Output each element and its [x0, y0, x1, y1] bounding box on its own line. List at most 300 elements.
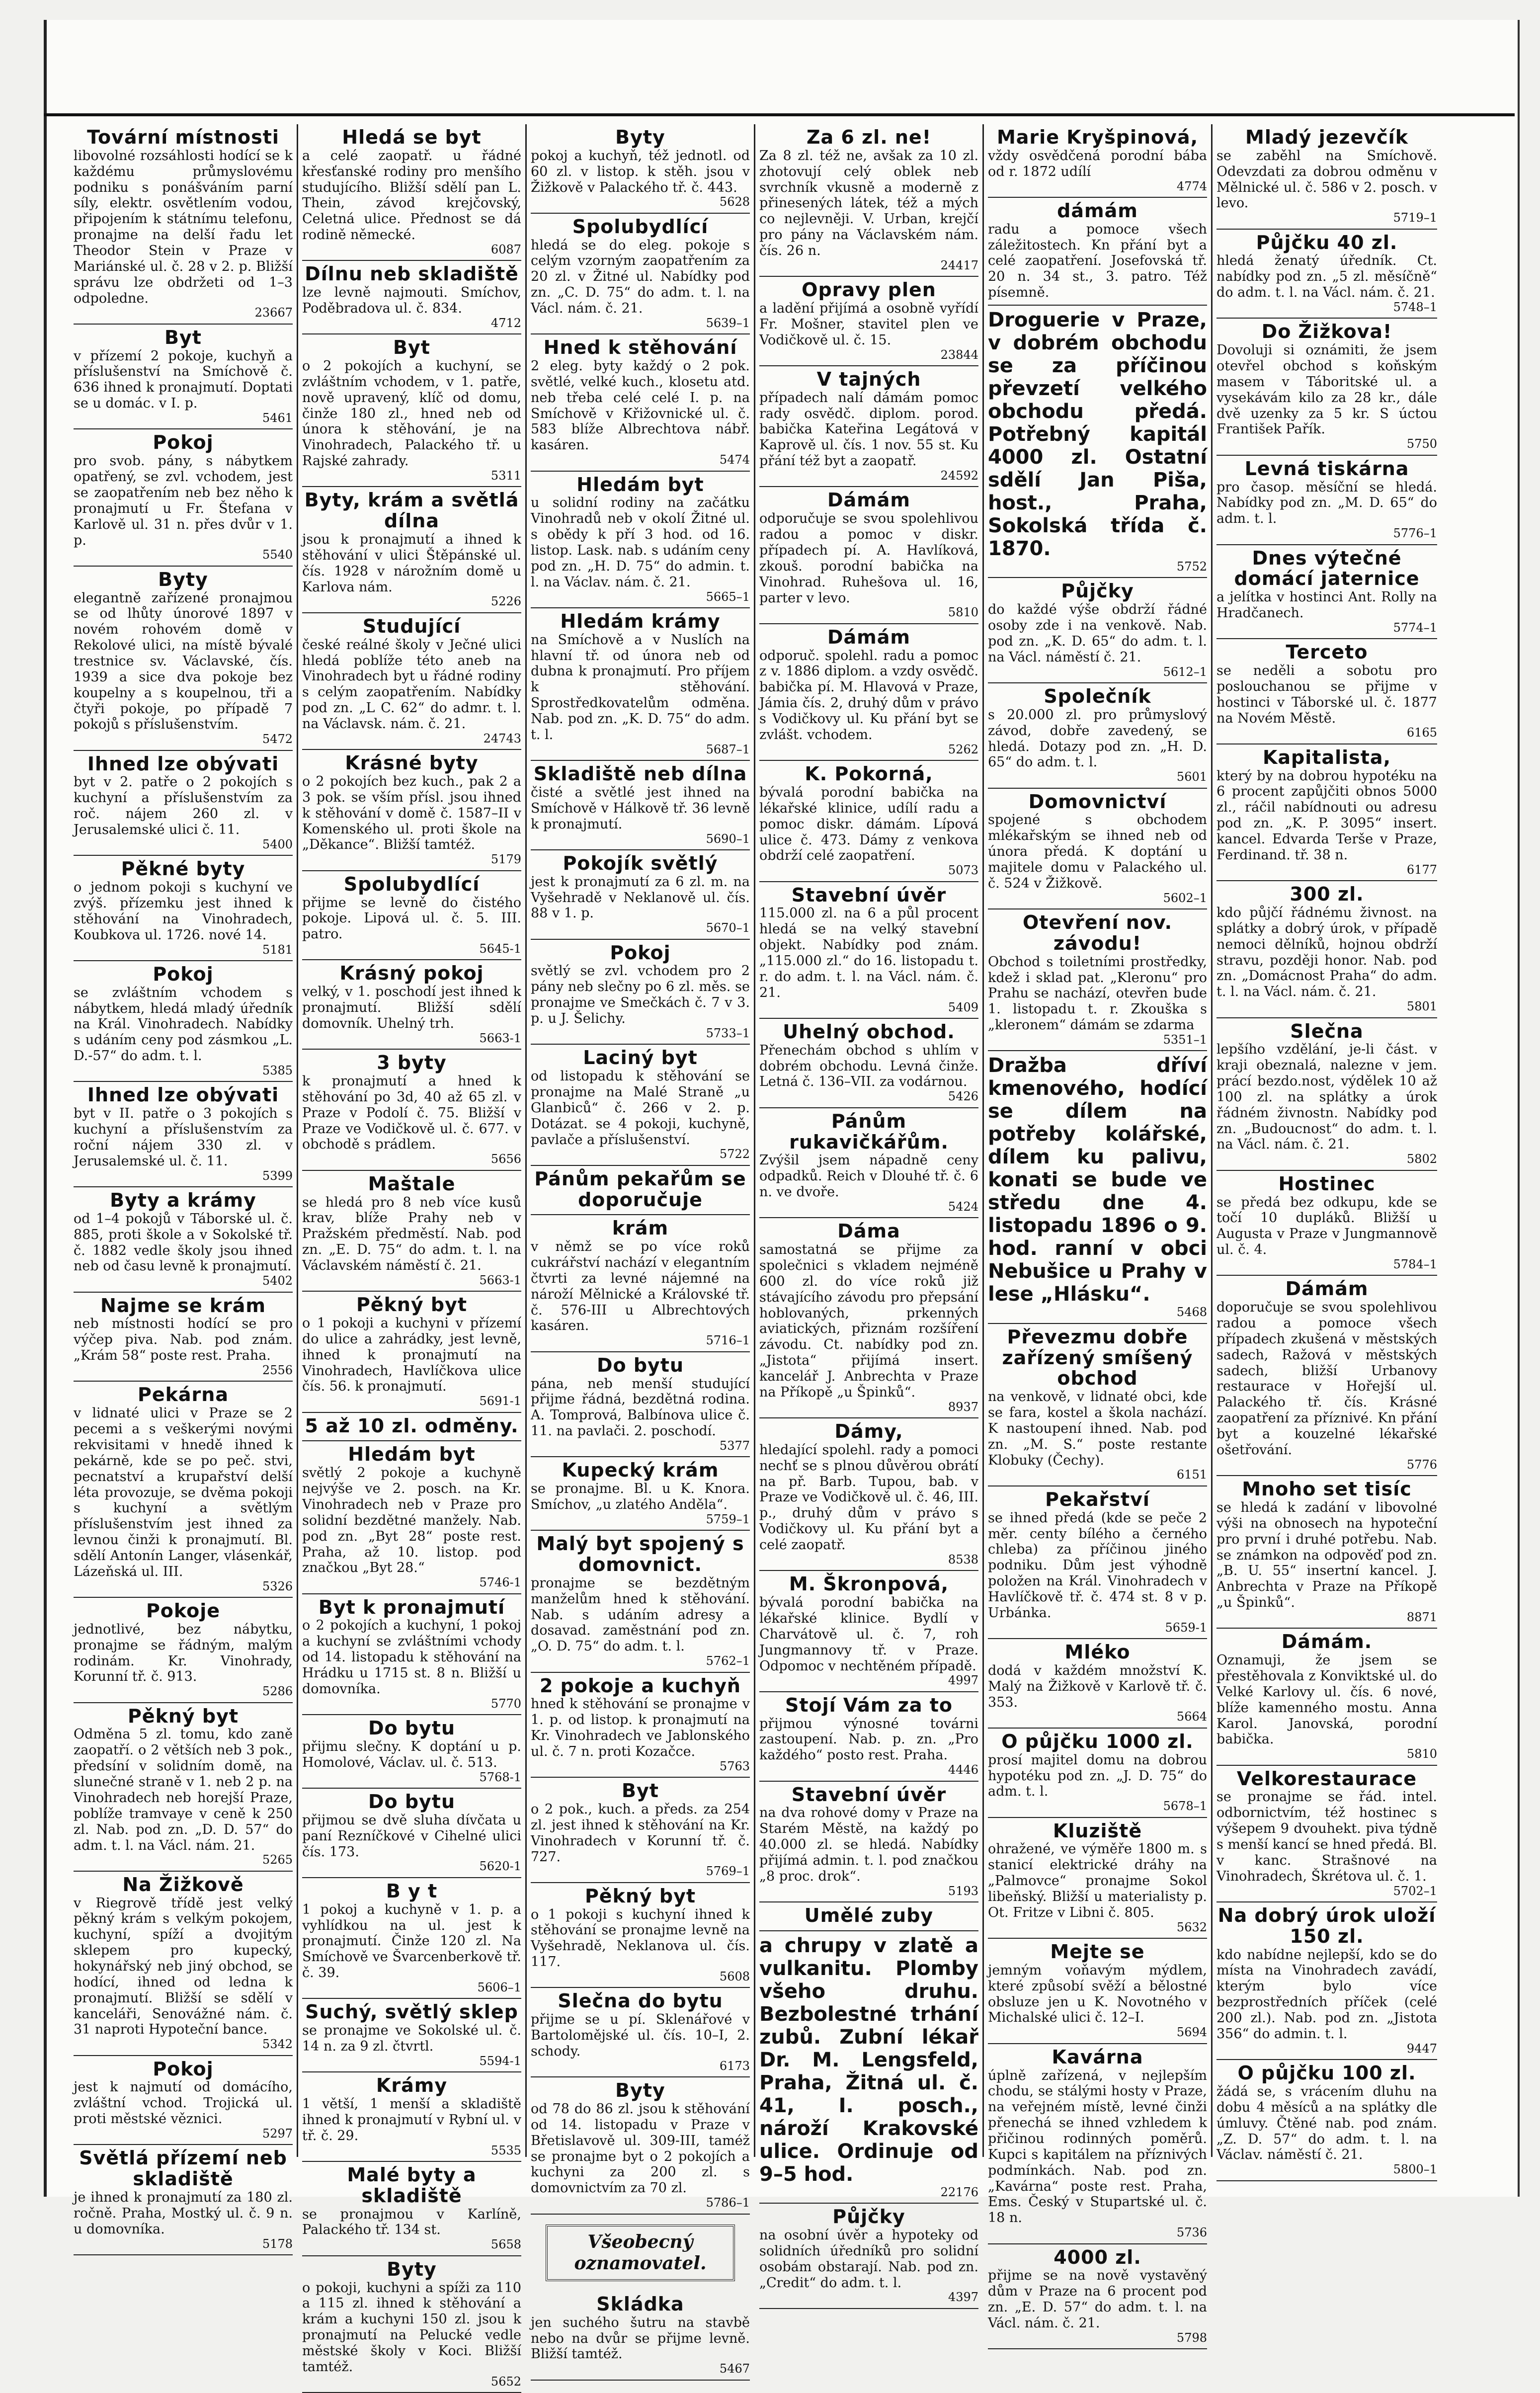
ad-title: Za 6 zl. ne! — [806, 126, 932, 148]
ad-number: 5342 — [262, 2037, 293, 2052]
ad-title: Spolubydlící — [343, 873, 480, 895]
ad-number: 5678–1 — [1163, 1799, 1207, 1814]
ad-number: 5694 — [1176, 2025, 1207, 2040]
classified-ad — [74, 124, 293, 325]
ad-body: přijme se u pí. Sklenářové v Bartolomějské ul. čís. 10–I, 2. schody. — [531, 2012, 750, 2059]
classified-ad — [302, 1292, 521, 1412]
ad-number: 8937 — [948, 1400, 978, 1414]
ad-number: 5670–1 — [706, 921, 750, 935]
ad-body: Přenechám obchod s uhlím v dobrém obchodu. Levná činže. Letná č. 136–VII. za vodárnou. — [759, 1042, 978, 1090]
ad-number: 5620-1 — [479, 1859, 521, 1874]
column-6 — [1213, 124, 1441, 2177]
ad-body: o jednom pokoji s kuchyní ve zvýš. přízemku jest ihned k stěhování na Vinohradech, Koubkova ul. 1726. nové 14. — [74, 880, 293, 943]
ad-body: od listopadu k stěhování se pronajme na Malé Straně „u Glanbiců“ č. 266 v 2. p. Dotázat. se 4 pokoji, kuchyně, pavlače a příslušenství. — [531, 1069, 750, 1148]
classified-ad — [531, 1045, 750, 1165]
ad-title: Kupecký krám — [562, 1459, 719, 1482]
ad-body: hledající spolehl. rady a pomoci nechť se s plnou důvěrou obrátí na př. Barb. Tupou, bab. v Praze ve Vodičkově ul. č. 46, III. p., druhý dům v právo s Vodičkovy ul. Ku přání byt a celé zaopatř. — [759, 1442, 978, 1553]
ad-number: 5179 — [490, 852, 521, 867]
classified-ad — [531, 940, 750, 1045]
ad-number: 5770 — [490, 1696, 521, 1711]
ad-number: 5286 — [262, 1684, 293, 1699]
classified-ad — [302, 750, 521, 871]
classified-ad — [302, 334, 521, 487]
ad-body: libovolné rozsáhlosti hodící se k každému průmyslovému podniku s ponášváním parní síly, elektr. osvětlením vodou, připojením k státnímu telefonu, pronajme na delší řadu let Theodor Stein v Praze v Mariánské ul. č. 28 v 2. p. Bližší správu lze obdržeti od 1–3 odpoledne. — [74, 148, 293, 306]
ad-body: byt v II. patře o 3 pokojích s kuchyní a příslušenstvím za roční nájem 330 zl. v Jerusalemské ul. č. 11. — [74, 1106, 293, 1169]
ad-number: 5768-1 — [479, 1770, 521, 1784]
classified-ad — [302, 261, 521, 334]
ad-number: 5426 — [948, 1089, 978, 1104]
ad-body: jsou k pronajmutí a ihned k stěhování v ulici Štěpánské ul. čís. 1928 v nárožním domě u Karlova nám. — [302, 532, 521, 595]
classified-ad — [759, 1902, 978, 1931]
classified-ad — [988, 198, 1207, 306]
ad-body: jest k najmutí od domácího, zvláštní vchod. Trojická ul. proti městské věznici. — [74, 2079, 293, 2127]
ad-body: 115.000 zl. na 6 a půl procent hledá se na velký stavební objekt. Nabídky pod znám. „115.000 zl.“ do 16. listopadu t. r. do adm. t. l. na Václ. nám. č. 21. — [759, 906, 978, 1000]
ad-number: 6177 — [1406, 862, 1437, 877]
ad-body: české reálné školy v Ječné ulici hledá poblíže této aneb na Vinohradech byt u řádné rodiny s celým zaopatřením. Nabídky pod zn. „L C. 62“ do admr. t. l. na Václavsk. nám. č. 21. — [302, 637, 521, 732]
ad-body: na venkově, v lidnaté obci, kde se fara, kostel a škola nachází. K nastoupení ihned. Nab. pod zn. „M. S.“ poste restante Klobuky (Čechy). — [988, 1389, 1207, 1468]
classified-ad — [74, 2145, 293, 2255]
ad-number: 4397 — [948, 2290, 978, 2305]
ad-number: 5377 — [719, 1438, 750, 1453]
ad-number: 5733–1 — [706, 1026, 750, 1040]
ad-title: Společník — [1044, 685, 1151, 708]
ad-body: čisté a světlé jest ihned na Smíchově v Hálkově tř. 36 levně k pronajmutí. — [531, 784, 750, 832]
ad-body: se pronajme. Bl. u K. Knora. Smíchov, „u zlatého Anděla“. — [531, 1481, 750, 1512]
ad-title: Byty — [615, 126, 665, 148]
ad-number: 5409 — [948, 1000, 978, 1014]
ad-body: kdo nabídne nejlepší, kdo se do místa na Vinohradech zavádí, kterým bylo více bezprostředních příček (celé 200 zl.). Nab. pod zn. „Jistota 356“ do admin. t. l. — [1216, 1947, 1437, 2042]
classified-ad — [302, 1050, 521, 1170]
ad-number: 5663-1 — [479, 1273, 521, 1287]
column-5 — [984, 124, 1213, 2345]
ad-title: Hledám byt — [576, 473, 704, 495]
ad-body: a celé zaopatř. u řádné křesťanské rodiny pro menšího studujícího. Bližší sdělí pan L. Thein, závod krejčovský, Celetná ulice. Přednost se dá rodině německé. — [302, 148, 521, 243]
ad-number: 5262 — [948, 742, 978, 756]
classified-ad — [74, 751, 293, 856]
ad-title: Dámám — [827, 626, 911, 648]
ad-body: Zvýšil jsem nápadně ceny odpadků. Reich v Dlouhé tř. č. 6 n. ve dvoře. — [759, 1153, 978, 1200]
ad-number: 6165 — [1406, 726, 1437, 740]
ad-body: úplně zařízená, v nejlepším chodu, se stálými hosty v Praze, na veřejném místě, levné činži přenechá se ihned vzhledem k přičinou rodinných poměrů. Kupci s kapitálem na příznivých podmínkách. Nab. pod zn. „Kavárna“ poste rest. Praha, Ems. Český v Stupartské ul. č. 18 n. — [988, 2067, 1207, 2226]
classified-ad — [302, 1999, 521, 2072]
ad-title: Stavební úvěr — [791, 884, 947, 906]
classified-ad — [988, 578, 1207, 683]
ad-number: 5690–1 — [706, 831, 750, 846]
ad-number: 5326 — [262, 1579, 293, 1593]
classified-ad — [988, 1818, 1207, 1939]
ad-body: jest k pronajmutí za 6 zl. m. na Vyšehradě v Neklanově ul. čís. 88 v 1. p. — [531, 874, 750, 921]
ad-title: Do bytu — [368, 1791, 456, 1813]
ad-number: 5774–1 — [1393, 620, 1437, 635]
ad-title: dámám — [1057, 199, 1138, 222]
classified-ad — [531, 1883, 750, 1988]
classified-ad — [1216, 319, 1437, 455]
ad-title: Byty — [615, 2079, 665, 2102]
ad-number: 24417 — [940, 258, 978, 272]
classified-ad — [759, 277, 978, 366]
ad-body: se hledá k zadání v libovolné výši na obnosech na hypoteční pro první i druhé potřebu. Nab. se známkon na odpověď pod zn. „B. U. 55“ insertní kancel. J. Anbrechta v Praze na Příkopě „u Špinků“. — [1216, 1499, 1437, 1611]
classified-ad — [1216, 1171, 1437, 1276]
ad-title: Opravy plen — [802, 279, 936, 301]
classified-ad — [302, 2256, 521, 2393]
ad-title: 300 zl. — [1290, 883, 1364, 906]
ad-number: 5719–1 — [1393, 211, 1437, 225]
ad-body: pro časop. měsíční se hledá. Nabídky pod zn. „M. D. 65“ do adm. t. l. — [1216, 479, 1437, 527]
ad-number: 6151 — [1176, 1468, 1207, 1482]
classified-ad — [988, 1639, 1207, 1729]
column-2 — [298, 124, 527, 2389]
ad-number: 4446 — [948, 1763, 978, 1777]
ad-number: 5606–1 — [477, 1980, 521, 1994]
ad-number: 5722 — [719, 1147, 750, 1161]
classified-ad — [531, 1988, 750, 2077]
ad-number: 5798 — [1176, 2330, 1207, 2345]
masthead-line-1: Všeobecný — [587, 2231, 693, 2252]
classified-ad — [531, 214, 750, 334]
ad-title: Byty, krám a světlá dílna — [304, 489, 519, 532]
ad-number: 5663-1 — [479, 1031, 521, 1045]
ad-title: Do bytu — [368, 1717, 456, 1739]
ad-title: 2 pokoje a kuchyň — [540, 1674, 741, 1697]
ad-body: samostatná se přijme za společnici s vkladem nejméně 600 zl. do více roků již stávajícího závodu pro přepsání hoblovaných, prkenných aviatických, přiznám rozšíření závodu. Ct. nabídky pod zn. „Jistota“ přijímá insert. kancelář J. Anbrechta v Praze na Příkopě „u Špinků“. — [759, 1242, 978, 1400]
classified-ad — [302, 1715, 521, 1789]
ad-title: Skládka — [596, 2293, 684, 2315]
ad-title: Mejte se — [1050, 1941, 1145, 1963]
ad-number: 6173 — [719, 2059, 750, 2073]
ad-title: Dámám — [827, 489, 911, 511]
ad-number: 5351–1 — [1163, 1033, 1207, 1047]
ad-body: v němž se po více roků cukrářství nachází v elegantním čtvrti za levné nájemné na nároží Mělnické a Královské tř. č. 576-III u Albrechtových kasáren. — [531, 1239, 750, 1334]
ad-body: o 2 pokojích bez kuch., pak 2 a 3 pok. se vším přísl. jsou ihned k stěhování v domě č. 1587–II v Komenského ul. proti škole na „Děkance“. Bližší tamtéž. — [302, 774, 521, 853]
classified-ad — [302, 487, 521, 613]
ad-number: 5810 — [948, 605, 978, 620]
ad-body: u solidní rodiny na začátku Vinohradů neb v okolí Žitné ul. s obědy k pří 3 hod. od 16. listop. Lask. nab. s udáním ceny pod zn. „H. D. 75“ do admin. t. l. na Václav. nám. č. 21. — [531, 495, 750, 590]
ad-number: 5540 — [262, 548, 293, 562]
classified-ad — [988, 1486, 1207, 1639]
ad-number: 5467 — [719, 2362, 750, 2376]
ad-title: Půjčky — [1061, 580, 1134, 602]
classified-ad — [531, 124, 750, 214]
ad-body: přijmu slečny. K doptání u p. Homolové, Václav. ul. č. 513. — [302, 1738, 521, 1770]
ad-title: Pekárna — [138, 1384, 229, 1406]
ad-body: na Smíchově a v Nuslích na hlavní tř. od února neb od dubna k pronajmutí. Pro příjem k stěhování. Sprostředkovatelům odměna. Nab. pod zn. „K. D. 75“ do adm. t. l. — [531, 632, 750, 743]
ad-title: Tovární místnosti — [87, 126, 279, 148]
ad-number: 5399 — [262, 1168, 293, 1183]
ad-title: Krásné byty — [345, 752, 479, 774]
ad-title: Malý byt spojený s domovnict. — [536, 1533, 744, 1576]
ad-title: K. Pokorná, — [805, 763, 933, 785]
ad-number: 5801 — [1406, 999, 1437, 1014]
ad-number: 5632 — [1176, 1920, 1207, 1934]
ad-title: Byty — [158, 568, 208, 590]
ad-body: přijme se levně do čistého pokoje. Lipová ul. č. 5. III. patro. — [302, 895, 521, 942]
ad-title: Pěkné byty — [121, 858, 245, 880]
ad-title: Hned k stěhování — [543, 336, 737, 359]
ad-number: 5750 — [1406, 437, 1437, 451]
ad-body: o 1 pokoji a kuchyni v přízemí do ulice a zahrádky, jest levně, ihned k pronajmutí na Vinohradech, Havlíčkova ulice čís. 56. k pronajmutí. — [302, 1316, 521, 1395]
classified-ad — [759, 624, 978, 761]
ad-title: Byt — [164, 326, 202, 348]
ad-number: 8871 — [1406, 1610, 1437, 1624]
ad-title: Krásný pokoj — [339, 962, 484, 985]
ad-title: Do bytu — [596, 1354, 684, 1376]
ad-title: Pokoj — [153, 963, 214, 985]
classified-ad — [988, 909, 1207, 1051]
ad-number: 5311 — [490, 469, 521, 483]
classified-ad — [74, 567, 293, 751]
ad-title: Stojí Vám za to — [785, 1694, 953, 1716]
classified-ad — [759, 1418, 978, 1571]
classified-ad — [531, 1166, 750, 1216]
ad-number: 5800–1 — [1393, 2162, 1437, 2177]
classified-ad — [759, 1782, 978, 1902]
ad-title: Byt k pronajmutí — [318, 1596, 505, 1618]
ad-number: 5178 — [262, 2236, 293, 2251]
ad-title: Otevření nov. závodu! — [1022, 911, 1173, 954]
classified-ad — [1216, 744, 1437, 881]
ad-body: ohražené, ve výměře 1800 m. s stanicí elektrické dráhy na „Palmovce“ pronajme Sokol libeňský. Bližší u materialisty p. Ot. Fritze v Libni č. 805. — [988, 1841, 1207, 1920]
ad-number: 6087 — [490, 242, 521, 256]
ad-number: 5776 — [1406, 1457, 1437, 1472]
ad-number: 5181 — [262, 942, 293, 957]
ad-number: 5752 — [1176, 560, 1207, 574]
classified-ad — [531, 334, 750, 471]
ad-body: k pronajmutí a hned k stěhování po 3d, 40 až 65 zl. v Praze v Podolí č. 75. Bližší v Praze ve Vodičkově ul. č. 677. v obchodě s prádlem. — [302, 1073, 521, 1153]
ad-title: Domovnictví — [1028, 790, 1167, 813]
ad-title: Spolubydlící — [572, 215, 709, 238]
ad-body: se hledá pro 8 neb více kusů krav, blíže Prahy neb v Pražském předměstí. Nab. pod zn. „E. D. 75“ do adm. t. l. na Václavském náměstí č. 21. — [302, 1194, 521, 1273]
ad-number: 8538 — [948, 1552, 978, 1567]
classified-ad — [74, 1872, 293, 2056]
classified-ad — [1216, 1766, 1437, 1902]
ad-body: hned k stěhování se pronajme v 1. p. od listop. k pronajmutí na Kr. Vinohradech ve Jablonského ul. č. 7 n. proti Kozačce. — [531, 1696, 750, 1759]
ad-number: 2556 — [262, 1363, 293, 1378]
ad-title: Pěkný byt — [356, 1294, 468, 1316]
classified-ad — [759, 882, 978, 1019]
ad-number: 5424 — [948, 1199, 978, 1214]
ad-number: 5810 — [1406, 1747, 1437, 1761]
ad-body: hledá se do eleg. pokoje s celým vzorným zaopatřením za 20 zl. v Žitné ul. Nabídky pod zn. „C. D. 75“ do adm. t. l. na Václ. nám. č. 21. — [531, 237, 750, 316]
classified-ad — [531, 2077, 750, 2214]
ad-body: doporučuje se svou spolehlivou radou a pomoce všech případech zkušená v městských sadech, Ražová v městských sadech, bližší Urbanovy restaurace v Hořejší ul. Palackého tř. čís. Krásné zaopatření za příznivé. Kn přání byt a kouzelné lékařské ošetřování. — [1216, 1300, 1437, 1458]
ad-number: 5687–1 — [706, 742, 750, 756]
ad-number: 24592 — [940, 469, 978, 483]
classified-ad — [302, 1878, 521, 1999]
classified-ad — [988, 306, 1207, 578]
ad-title: B y t — [386, 1880, 438, 1902]
ad-body: se předá bez odkupu, kde se točí 10 dupláků. Bližší u Augusta v Praze v Jungmannově ul. č. 4. — [1216, 1194, 1437, 1258]
ad-title: Mléko — [1064, 1641, 1131, 1663]
ad-title: Droguerie v Praze, v dobrém obchodu se za příčinou převzetí velkého obchodu předá. Potřebný kapitál 4000 zl. Ostatní sdělí Jan Piša, host., Praha, Sokolská třída č. 1870. — [988, 309, 1207, 560]
ad-body: přijme se na nově vystavěný dům v Praze na 6 procent pod zn. „E. D. 57“ do adm. t. l. na Václ. nám. č. 21. — [988, 2268, 1207, 2331]
classified-ad — [988, 2244, 1207, 2350]
classified-ad — [302, 1171, 521, 1292]
ad-title: Mnoho set tisíc — [1242, 1478, 1412, 1500]
ad-body: odporuč. spolehl. radu a pomoc z v. 1886 diplom. a vzdy osvědč. babička pí. M. Hlavová v Praze, Jámia čís. 2, druhý dům v právo s Vodičkovy ul. Ku přání byt se zvlášt. vchodem. — [759, 648, 978, 743]
classified-ad — [74, 961, 293, 1082]
classified-ad — [759, 1218, 978, 1418]
ad-body: neb místnosti hodící se pro výčep piva. Nab. pod znám. „Krám 58“ poste rest. Praha. — [74, 1316, 293, 1364]
ad-body: lze levně najmouti. Smíchov, Poděbradova ul. č. 834. — [302, 285, 521, 316]
column-4 — [755, 124, 984, 2305]
classified-ad — [759, 124, 978, 277]
ad-title: Studující — [362, 615, 461, 637]
ad-body: světlý se zvl. vchodem pro 2 pány neb slečny po 6 zl. měs. se pronajme ve Smečkách č. 7 v 3. p. u J. Šelichy. — [531, 963, 750, 1027]
ad-number: 22176 — [940, 2185, 978, 2199]
ad-body: Dovoluji si oznámiti, že jsem otevřel obchod s koňským masem v Táboritské ul. a vysekávám kilo za 28 kr., dále dvě uzenky za 5 kr. S úctou František Pařík. — [1216, 342, 1437, 437]
ad-number: 5073 — [948, 863, 978, 878]
ad-title: Pánům rukavičkářům. — [789, 1110, 949, 1153]
ad-body: případech nalí dámám pomoc rady osvědč. diplom. porod. babička Kateřina Legátová v Kaprově ul. čís. 1 nov. 55 st. Ku přání též byt a zaopatř. — [759, 390, 978, 469]
classified-ad — [74, 1187, 293, 1293]
classified-ad — [988, 789, 1207, 909]
ad-body: o 2 pokojích a kuchyní, se zvláštním vchodem, v 1. patře, nově upravený, klíč od domu, činže 180 zl., hned neb od února k stěhování, je na Vinohradech, Palackého tř. u Rajské zahrady. — [302, 358, 521, 469]
ad-title: Dražba dříví kmenového, hodící se dílem na potřeby kolářské, dílem ku palivu, konati se bude ve středu dne 4. listopadu 1896 o 9. hod. ranní v obci Nebušice u Prahy v lese „Hlásku“. — [988, 1054, 1207, 1306]
ad-number: 5746-1 — [479, 1575, 521, 1590]
ad-title: Převezmu dobře zařízený smíšený obchod — [1002, 1325, 1193, 1390]
ad-number: 23667 — [254, 306, 293, 320]
classified-ad — [1216, 1476, 1437, 1629]
ad-number: 5658 — [490, 2237, 521, 2252]
ad-title: Pekařství — [1045, 1488, 1150, 1510]
ad-title: Dáma — [837, 1220, 900, 1242]
ad-number: 5776–1 — [1393, 526, 1437, 541]
ad-body: pro svob. pány, s nábytkem opatřený, se zvl. vchodem, jest se zaopatřením neb bez něho k pronajmutí u Fr. Štefana v Karlově ul. 31 n. přes dvůr v 1. p. — [74, 453, 293, 548]
classified-ad — [302, 871, 521, 961]
ad-title: Slečna do bytu — [558, 1990, 723, 2012]
ad-title: Dámy, — [834, 1420, 903, 1443]
ad-number: 5656 — [490, 1152, 521, 1166]
ad-title: Byty a krámy — [110, 1189, 256, 1212]
ad-number: 5784–1 — [1393, 1257, 1437, 1271]
top-rule — [44, 113, 1515, 116]
classified-ad — [988, 1324, 1207, 1486]
ad-title: Dílnu neb skladiště — [305, 263, 519, 285]
ad-body: 1 pokoj a kuchyně v 1. p. a vyhlídkou na ul. jest k pronajmutí. Činže 120 zl. Na Smíchově ve Švarcenberkově tř. č. 39. — [302, 1901, 521, 1981]
classified-ad — [988, 2044, 1207, 2244]
ad-body: velký, v 1. poschodí jest ihned k pronajmutí. Bližší sdělí domovník. Uhelný trh. — [302, 984, 521, 1031]
ad-body: byt v 2. patře o 2 pokojích s kuchyní a příslušenstvím za roč. nájem 260 zl. v Jerusalemské ulici č. 11. — [74, 774, 293, 838]
classified-ad — [531, 761, 750, 850]
classified-ad — [759, 487, 978, 624]
ad-number: 5716–1 — [706, 1333, 750, 1348]
ad-title: Hledá se byt — [342, 126, 482, 148]
ad-body: v lidnaté ulici v Praze se 2 pecemi a s veškerými novými rekvisitami v hnedě ihned k pekárně, kde se po peč. stvi, pecnatství a krupařství delší léta provozuje, se dvěma pokoji s kuchyní a světlým příslušenstvím jest ihned za levnou činži k pronajmutí. Bl. sdělí Antonín Langer, vlásenkář, Lázeňská ul. III. — [74, 1405, 293, 1579]
ad-number: 5474 — [719, 453, 750, 467]
ad-title: O půjčku 1000 zl. — [1001, 1730, 1194, 1752]
classified-ad — [302, 960, 521, 1050]
classified-ad — [531, 850, 750, 940]
ad-number: 9447 — [1406, 2041, 1437, 2056]
ad-body: dodá v každém množství K. Malý na Žižkově v Karlově tř. č. 353. — [988, 1662, 1207, 1710]
ad-body: se pronajme ve Sokolské ul. č. 14 n. za 9 zl. čtvrtl. — [302, 2023, 521, 2054]
ad-title: Stavební úvěr — [791, 1783, 947, 1806]
ad-number: 5763 — [719, 1759, 750, 1773]
ad-number: 5608 — [719, 1970, 750, 1984]
ad-body: vždy osvědčená porodní bába od r. 1872 udílí — [988, 148, 1207, 179]
ad-body: jednotlivé, bez nábytku, pronajme se řádným, malým rodinám. Kr. Vinohrady, Korunní tř. č. 913. — [74, 1621, 293, 1685]
ad-title: Pokojík světlý — [563, 852, 718, 874]
ad-number: 4774 — [1176, 179, 1207, 193]
ad-body: Oznamuji, že jsem se přestěhovala z Konviktské ul. do Velké Karlovy ul. čís. 6 nové, blíže kamenného mostu. Anna Karol. Janovská, porodní babička. — [1216, 1652, 1437, 1747]
ad-title: Velkorestaurace — [1236, 1767, 1417, 1790]
ad-body: od 78 do 86 zl. jsou k stěhování od 14. listopadu v Praze v Břetislavově ul. 309-III, taméž se pronajme byt o 2 pokojích a kuchyni za 200 zl. s domovnictvím za 70 zl. — [531, 2101, 750, 2196]
ad-number: 5193 — [948, 1884, 978, 1898]
ad-number: 23844 — [940, 347, 978, 362]
ad-title: Levná tiskárna — [1244, 457, 1409, 480]
classified-ad — [1216, 230, 1437, 319]
ad-body: do každé výše obdrží řádné osoby zde i na venkově. Nab. pod zn. „K. D. 65“ do adm. t. l. na Václ. náměstí č. 21. — [988, 602, 1207, 665]
ad-title: Suchý, světlý sklep — [305, 2001, 518, 2023]
ad-number: 5468 — [1176, 1305, 1207, 1320]
ad-title: Půjčku 40 zl. — [1256, 231, 1398, 253]
ad-title: V tajných — [816, 368, 921, 390]
column-1 — [70, 124, 298, 2251]
ad-number: 5759–1 — [706, 1512, 750, 1526]
classified-ad — [1216, 1276, 1437, 1476]
ad-number: 5786–1 — [706, 2196, 750, 2210]
ad-body: Obchod s toiletními prostředky, kdež i sklad pat. „Kleronu“ pro Prahu se nachází, otevřen bude 1. listopadu t. r. Zkouška s „kleronem“ dámám se zdarma — [988, 954, 1207, 1033]
ad-title: a chrupy v zlatě a vulkanitu. Plomby všeho druhu. Bezbolestné trhání zubů. Zubní lékař Dr. M. Lengsfeld, Praha, Žitná ul. č. 41, I. posch., nároží Krakovské ulice. Ordinuje od 9–5 hod. — [759, 1934, 978, 2186]
ad-body: světlý 2 pokoje a kuchyně nejvýše ve 2. posch. na Kr. Vinohradech neb v Praze pro solidní bezdětné manžely. Nab. pod zn. „Byt 28“ poste rest. Praha, až 10. listop. pod značkou „Byt 28.“ — [302, 1465, 521, 1576]
classified-ad — [302, 124, 521, 261]
ad-title: O půjčku 100 zl. — [1237, 2062, 1416, 2084]
ad-body: na dva rohové domy v Praze na Starém Městě, na každý po 40.000 zl. se hledá. Nabídky přijímá admin. t. l. pod značkou „8 proc. drok“. — [759, 1805, 978, 1884]
ad-title: Maštale — [368, 1172, 456, 1195]
ad-body: přijmou výnosné továrni zastoupení. Nab. p. zn. „Pro každého“ posto rest. Praha. — [759, 1716, 978, 1763]
ad-title: Kluziště — [1053, 1819, 1142, 1842]
classified-ad — [531, 608, 750, 761]
classified-ad — [302, 2162, 521, 2256]
masthead-box — [546, 2225, 735, 2281]
classified-ad — [1216, 456, 1437, 545]
ad-body: v Riegrově třídě jest velký pěkný krám s velkým pokojem, kuchyní, spíží a dvojitým sklepem pro kupecký, hokynářský neb jiný obchod, se hodící, ihned od ledna k pronajmutí. Bližší se sdělí v kanceláři, Senovážné nám. č. 31 naproti Hypoteční bance. — [74, 1895, 293, 2038]
classified-ad — [74, 1598, 293, 1703]
ad-body: prosí majitel domu na dobrou hypotéku pod zn. „J. D. 75“ do adm. t. l. — [988, 1752, 1207, 1800]
ad-number: 5748–1 — [1393, 300, 1437, 314]
classified-columns — [70, 124, 1501, 2389]
ad-body: a jelítka v hostinci Ant. Rolly na Hradčanech. — [1216, 589, 1437, 621]
ad-title: Půjčky — [832, 2206, 905, 2228]
classified-ad — [1216, 1018, 1437, 1171]
ad-title: Dnes výtečné domácí jaternice — [1234, 547, 1420, 590]
ad-title: Skladiště neb dílna — [533, 763, 747, 785]
ad-title: Dámám — [1285, 1278, 1369, 1300]
ad-number: 5400 — [262, 837, 293, 851]
ad-title: Pokoj — [610, 941, 671, 964]
ad-title: 4000 zl. — [1054, 2246, 1141, 2268]
ad-body: lepšího vzdělání, je-li část. v kraji obeznalá, nalezne v jem. prácí bezdo.nost, výdělek 10 až 100 zl. na splátky a úrok řádném živnostn. Nabídky pod zn. „Budoucnost“ do adm. t. l. na Václ. nám. č. 21. — [1216, 1042, 1437, 1153]
classified-ad — [74, 1293, 293, 1382]
classified-ad — [1216, 545, 1437, 640]
ad-number: 5402 — [262, 1274, 293, 1288]
classified-ad — [302, 1441, 521, 1594]
ad-title: Na dobrý úrok uloží 150 zl. — [1217, 1904, 1436, 1947]
classified-ad — [759, 1931, 978, 2204]
ad-number: 24743 — [483, 731, 521, 745]
ad-body: se neděli a sobotu pro poslouchanou se přijme v hostinci v Táborské ul. č. 1877 na Novém Městě. — [1216, 663, 1437, 726]
ad-title: Najme se krám — [100, 1294, 266, 1317]
classified-ad — [74, 2056, 293, 2145]
classified-ad — [1216, 881, 1437, 1018]
ad-body: pána, neb menší studující přijme řádná, bezdětná rodina. A. Tomprová, Balbínova ulice č. 11. na pavlači. 2. poschodí. — [531, 1376, 750, 1439]
ad-title: Pěkný byt — [127, 1705, 239, 1727]
classified-ad — [988, 124, 1207, 198]
ad-body: bývalá porodní babička na lékařské klinice. Bydlí v Charvátově ul. č. 7, roh Jungmannovy tř. v Praze. Odpomoc v nechtěném případě. — [759, 1595, 978, 1674]
classified-ad — [759, 1108, 978, 1219]
classified-ad — [759, 366, 978, 487]
ad-title: Laciný byt — [583, 1047, 698, 1069]
